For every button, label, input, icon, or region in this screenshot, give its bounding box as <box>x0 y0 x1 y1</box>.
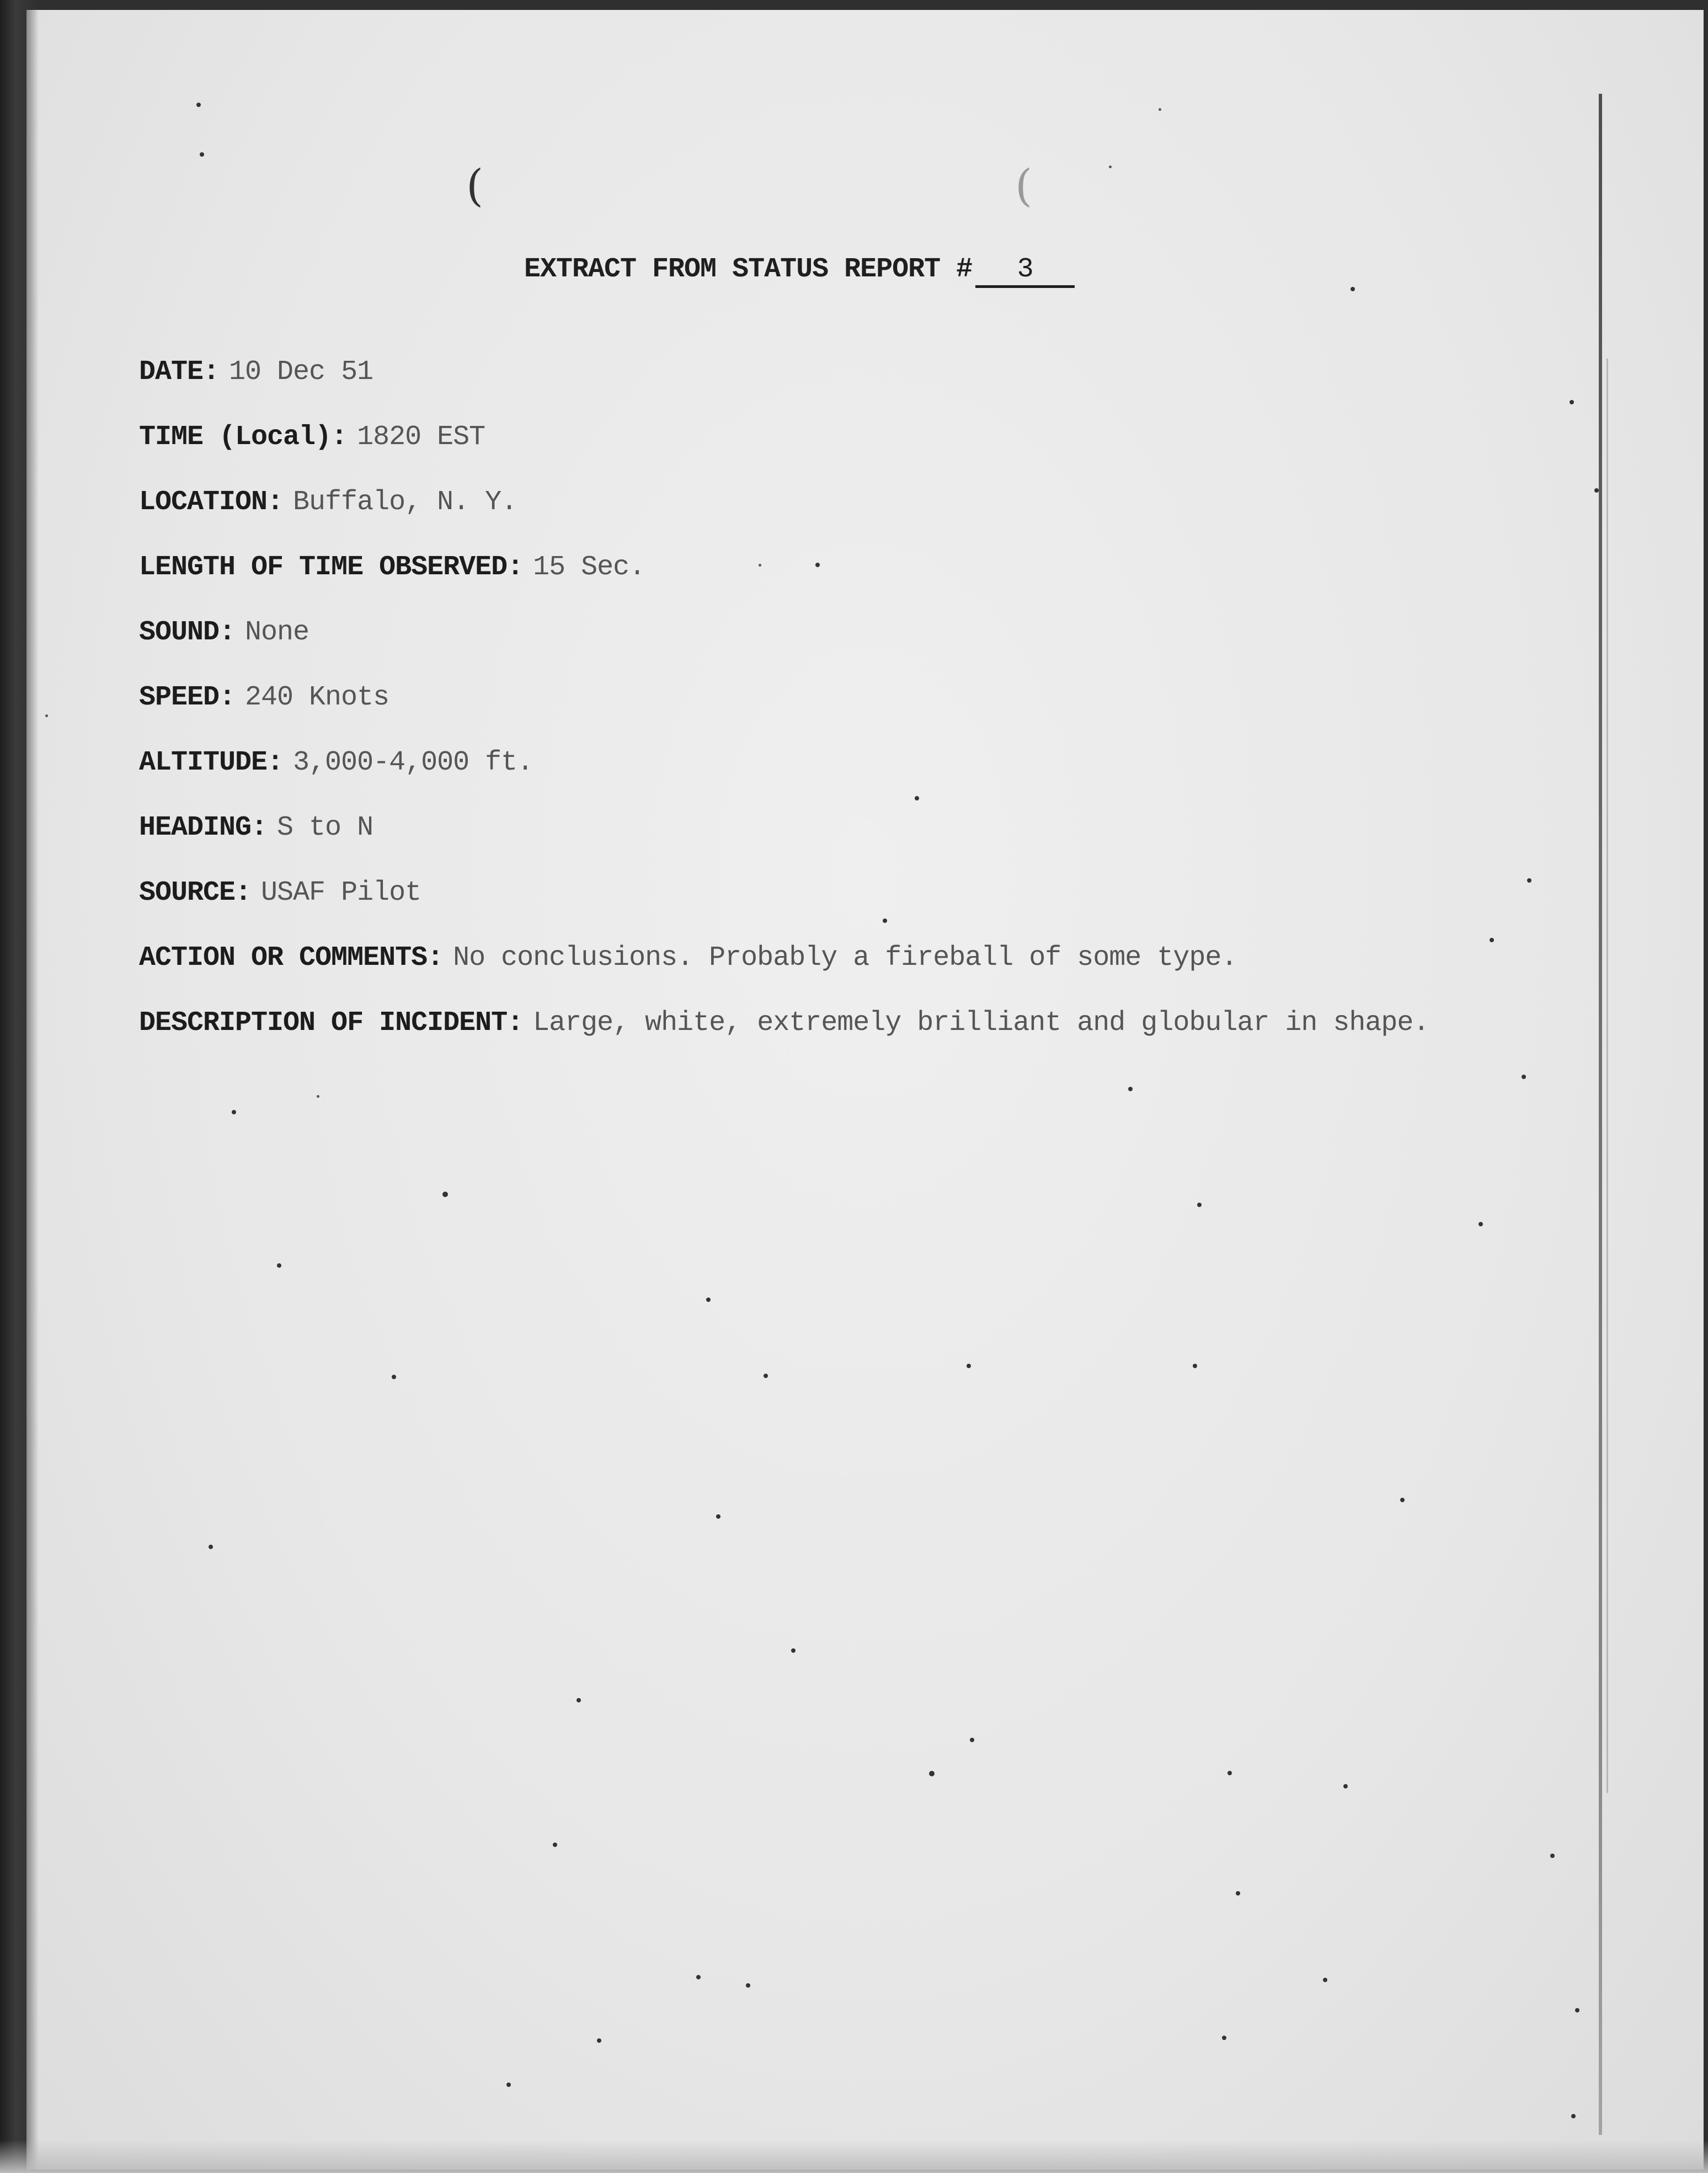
field-sound <box>139 613 1584 679</box>
field-time <box>139 418 1584 483</box>
scan-speck <box>1400 1498 1405 1502</box>
field-value: USAF Pilot <box>261 877 421 909</box>
report-number: 3 <box>975 254 1075 288</box>
field-label: SPEED: <box>139 682 236 713</box>
right-margin-rule-secondary <box>1606 359 1608 1793</box>
field-action-or-comments <box>139 939 1584 1004</box>
scan-speck <box>196 103 201 107</box>
scan-bottom-edge <box>0 2140 1708 2173</box>
field-speed <box>139 679 1584 744</box>
scan-speck <box>1197 1203 1202 1207</box>
field-source <box>139 874 1584 939</box>
field-value: 3,000-4,000 ft. <box>293 747 533 778</box>
scan-speck <box>706 1298 711 1302</box>
scan-speck <box>1575 2008 1579 2012</box>
scan-speck <box>1550 1854 1555 1858</box>
scan-speck <box>764 1374 768 1378</box>
scan-left-edge <box>0 0 39 2173</box>
scan-speck <box>791 1648 796 1653</box>
scan-speck <box>597 2038 601 2043</box>
scan-speck <box>1159 108 1161 111</box>
field-label: HEADING: <box>139 812 268 843</box>
scan-speck <box>392 1375 396 1379</box>
field-value: 10 Dec 51 <box>229 356 373 388</box>
field-label: SOUND: <box>139 617 236 648</box>
scan-speck <box>1479 1222 1483 1226</box>
scan-speck <box>746 1983 750 1988</box>
field-value: None <box>245 617 309 648</box>
scan-speck <box>1323 1978 1327 1982</box>
field-date <box>139 353 1584 418</box>
field-label: SOURCE: <box>139 877 252 909</box>
field-location <box>139 483 1584 548</box>
scan-speck <box>553 1843 557 1847</box>
document-page <box>26 10 1704 2170</box>
field-label: LOCATION: <box>139 487 284 518</box>
field-value: S to N <box>277 812 373 843</box>
scan-speck <box>1490 938 1494 942</box>
scan-speck <box>1522 1075 1526 1079</box>
field-value: 15 Sec. <box>533 552 645 583</box>
scan-speck <box>759 564 761 567</box>
punch-mark-left: ( <box>466 160 484 211</box>
right-margin-rule <box>1599 94 1602 2135</box>
scan-speck <box>716 1514 720 1519</box>
field-heading <box>139 809 1584 874</box>
scan-speck <box>442 1192 448 1197</box>
scan-speck <box>277 1263 281 1268</box>
scan-speck <box>200 152 204 157</box>
field-label: TIME (Local): <box>139 421 348 453</box>
field-description-of-incident <box>139 1004 1584 1069</box>
field-value: Buffalo, N. Y. <box>293 487 517 518</box>
scan-speck <box>967 1364 971 1368</box>
field-value: 240 Knots <box>245 682 389 713</box>
scan-speck <box>970 1738 974 1742</box>
scan-speck <box>577 1698 581 1702</box>
field-value: Large, white, extremely brilliant and globular in shape. <box>533 1007 1429 1039</box>
scan-speck <box>815 563 820 567</box>
scan-speck <box>1227 1771 1232 1775</box>
scan-speck <box>1222 2036 1226 2040</box>
scan-speck <box>1343 1784 1348 1788</box>
field-value: No conclusions. Probably a fireball of some type. <box>453 942 1237 974</box>
scan-speck <box>929 1771 935 1776</box>
report-title-prefix: EXTRACT FROM STATUS REPORT # <box>524 254 973 285</box>
field-value: 1820 EST <box>357 421 485 453</box>
report-title <box>524 254 1075 288</box>
report-fields <box>139 353 1584 1069</box>
scan-speck <box>696 1975 701 1979</box>
scan-speck <box>915 796 919 800</box>
scan-speck <box>1594 488 1599 493</box>
scan-speck <box>1128 1087 1133 1091</box>
punch-mark-right: ( <box>1015 160 1033 211</box>
scan-speck <box>1109 165 1112 168</box>
scan-speck <box>1351 287 1355 291</box>
scan-speck <box>209 1545 213 1549</box>
scan-speck <box>45 714 48 717</box>
scan-speck <box>317 1095 319 1098</box>
field-label: LENGTH OF TIME OBSERVED: <box>139 552 524 583</box>
scan-speck <box>883 919 887 923</box>
scan-speck <box>1527 878 1531 883</box>
scan-speck <box>1571 2114 1576 2118</box>
field-label: ACTION OR COMMENTS: <box>139 942 444 974</box>
scan-speck <box>1193 1364 1197 1368</box>
scan-speck <box>232 1110 236 1114</box>
field-label: ALTITUDE: <box>139 747 284 778</box>
field-label: DESCRIPTION OF INCIDENT: <box>139 1007 524 1039</box>
scan-speck <box>1570 400 1574 404</box>
field-label: DATE: <box>139 356 220 388</box>
field-length-of-time <box>139 548 1584 613</box>
scan-speck <box>1236 1891 1240 1896</box>
scan-speck <box>506 2083 511 2087</box>
field-altitude <box>139 744 1584 809</box>
